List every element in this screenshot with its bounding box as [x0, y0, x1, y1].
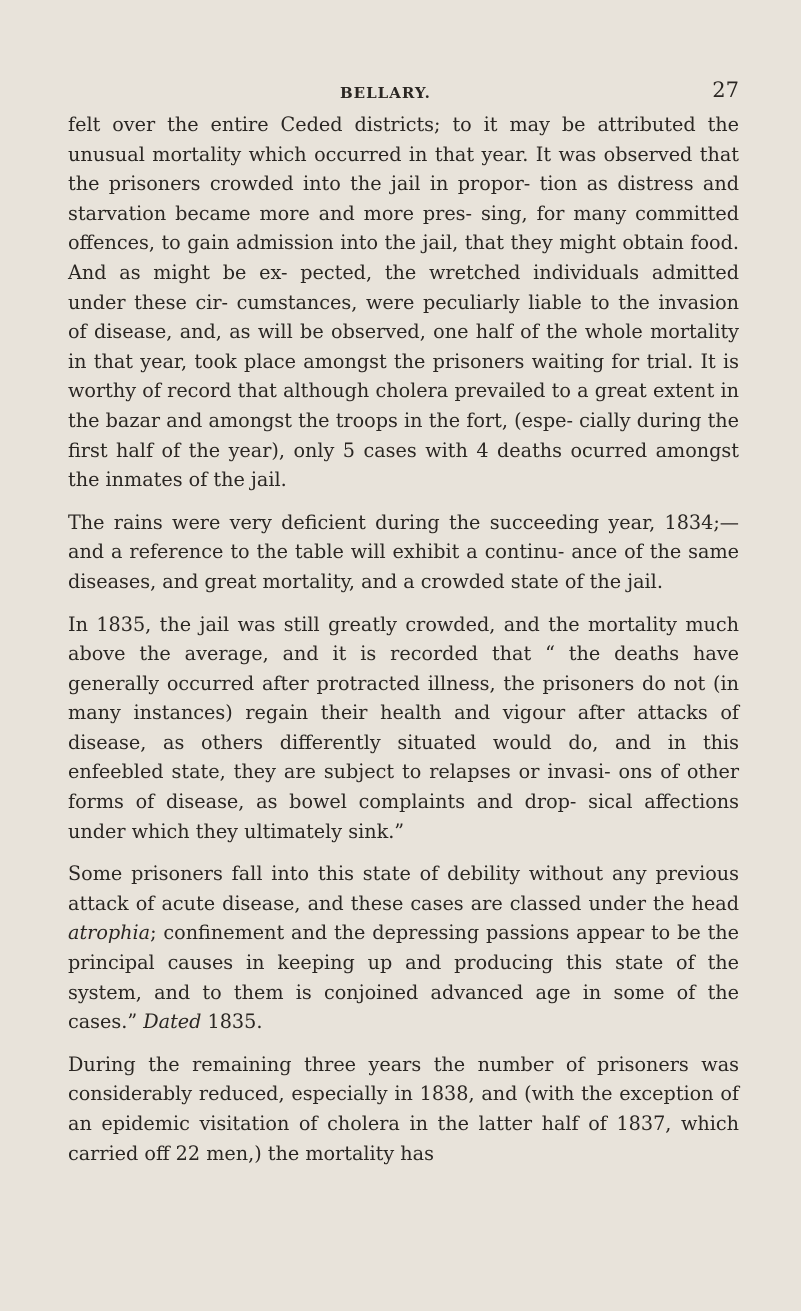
paragraph-4	[68, 859, 739, 1037]
paragraph-4-part-1: Some prisoners fall into this state of debility without any previous attack of acute disease, and these cases are classed under the head	[68, 862, 739, 915]
body-text	[68, 110, 739, 1168]
paragraph-4-italic-dated: Dated	[143, 1010, 202, 1034]
paragraph-4-italic-term: atrophia	[68, 921, 151, 945]
paragraph-3: In 1835, the jail was still greatly crowded, and the mortality much above the average, and it is recorded that “ the deaths have generally occurred after protracted illness, the prisoners do not (in many instances) regain their health and vigour after attacks of disease, as others differently situated would do, and in this enfeebled state, they are subject to relapses or invasi- ons of other forms of disease, as bowel complaints and drop- sical affections under which they ultimately sink.”	[68, 612, 739, 843]
paragraph-2: The rains were very deficient during the succeeding year, 1834;—and a reference to the table will exhibit a continu- ance of the same diseases, and great mortality, and a crowded state of the jail.	[68, 510, 739, 593]
running-head	[68, 0, 739, 110]
page-number: 27	[712, 78, 739, 102]
paragraph-4-part-3: 1835.	[201, 1010, 263, 1034]
paragraph-5: During the remaining three years the number of prisoners was considerably reduced, especially in 1838, and (with the exception of an epidemic visitation of cholera in the latter half of 1837, which carried off 22 men,) the mortality has	[68, 1052, 739, 1165]
paragraph-4-part-2: ; confinement and the depressing passions appear to be the principal causes in keeping up and producing this state of the system, and to them is conjoined advanced age in some of the cases.”	[68, 921, 739, 1034]
running-title: BELLARY.	[340, 84, 431, 102]
paragraph-1: felt over the entire Ceded districts; to it may be attributed the unusual mortality which occurred in that year. It was observed that the prisoners crowded into the jail in propor- tion as distress and starvation became more and more pres- sing, for many committed offences, to gain admission into the jail, that they might obtain food. And as might be ex- pected, the wretched individuals admitted under these cir- cumstances, were peculiarly liable to the invasion of disease, and, as will be observed, one half of the whole mortality in that year, took place amongst the prisoners waiting for trial. It is worthy of record that although cholera prevailed to a great extent in the bazar and amongst the troops in the fort, (espe- cially during the first half of the year), only 5 cases with 4 deaths ocurred amongst the inmates of the jail.	[68, 113, 739, 492]
